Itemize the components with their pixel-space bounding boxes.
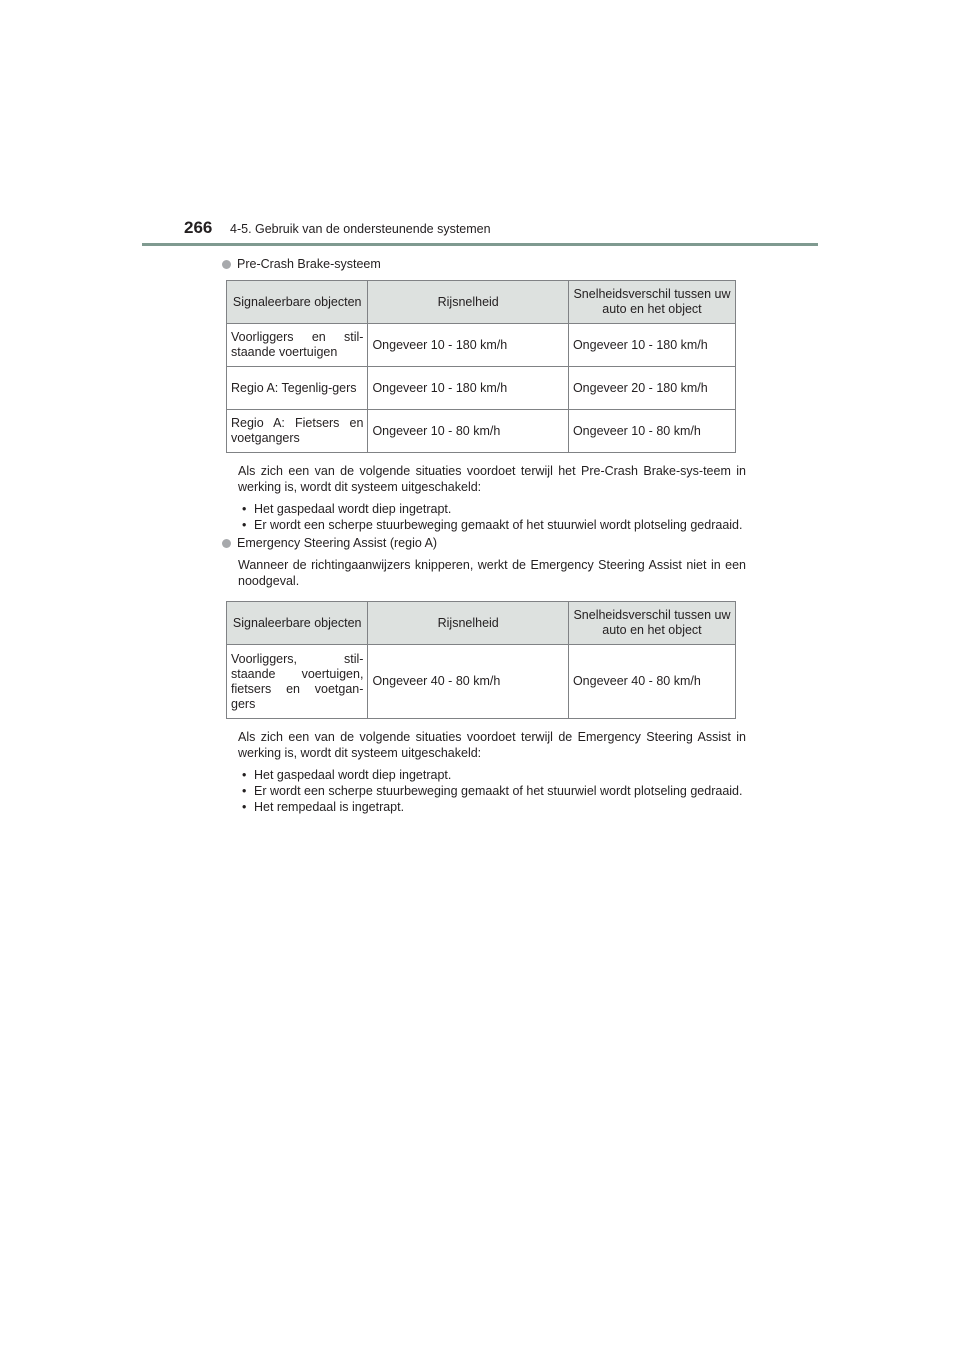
table-wrapper — [222, 601, 746, 719]
pre-crash-list — [238, 501, 746, 533]
bullet-char: • — [242, 502, 247, 516]
pre-crash-note: Als zich een van de volgende situaties voordoet terwijl het Pre-Crash Brake-sys-teem in werking is, wordt dit systeem uitgeschakeld: — [238, 464, 746, 494]
table-cell: Voorliggers, stil-staande voertuigen, fietsers en voetgan-gers — [227, 645, 368, 719]
list-item — [238, 517, 746, 533]
table-cell: Ongeveer 40 - 80 km/h — [368, 645, 569, 719]
table-row — [227, 645, 736, 719]
list-item — [238, 501, 746, 517]
table-cell: Ongeveer 10 - 80 km/h — [568, 410, 735, 453]
list-item-text: Het gaspedaal wordt diep ingetrapt. — [254, 502, 452, 516]
bullet-char: • — [242, 768, 247, 782]
table-cell: Ongeveer 20 - 180 km/h — [568, 367, 735, 410]
page-number: 266 — [184, 218, 213, 237]
table-row — [227, 410, 736, 453]
table-row — [227, 367, 736, 410]
heading-text: Emergency Steering Assist (regio A) — [237, 536, 438, 550]
list-item-text: Het rempedaal is ingetrapt. — [254, 800, 405, 814]
table-row — [227, 324, 736, 367]
bullet-char: • — [242, 518, 247, 532]
bullet-char: • — [242, 800, 247, 814]
list-item — [238, 767, 746, 783]
list-item-text: Het gaspedaal wordt diep ingetrapt. — [254, 768, 452, 782]
page-content — [222, 256, 746, 815]
bullet-dot-icon — [222, 539, 231, 548]
section-heading-steering-assist — [222, 535, 746, 551]
list-item — [238, 799, 746, 815]
bullet-dot-icon — [222, 260, 231, 269]
table-cell: Voorliggers en stil-staande voertuigen — [227, 324, 368, 367]
table-header-speed-diff: Snelheidsverschil tussen uw auto en het object — [568, 602, 735, 645]
steering-assist-table — [226, 601, 736, 719]
header-rule — [142, 243, 818, 246]
section-title: 4-5. Gebruik van de ondersteunende systemen — [230, 222, 491, 236]
steering-note-block — [238, 729, 746, 815]
heading-text: Pre-Crash Brake-systeem — [237, 257, 381, 271]
table-header-speed: Rijsnelheid — [368, 281, 569, 324]
table-header-speed-diff: Snelheidsverschil tussen uw auto en het object — [568, 281, 735, 324]
table-cell: Ongeveer 10 - 180 km/h — [368, 324, 569, 367]
table-header-objects: Signaleerbare objecten — [227, 602, 368, 645]
steering-list — [238, 767, 746, 815]
table-cell: Ongeveer 10 - 80 km/h — [368, 410, 569, 453]
table-header-row — [227, 602, 736, 645]
table-cell: Ongeveer 10 - 180 km/h — [368, 367, 569, 410]
pre-crash-note-block — [238, 463, 746, 533]
table-header-row — [227, 281, 736, 324]
section-heading-pre-crash — [222, 256, 746, 272]
list-item — [238, 783, 746, 799]
list-item-text: Er wordt een scherpe stuurbeweging gemaakt of het stuurwiel wordt plotseling gedraaid. — [254, 518, 743, 532]
table-cell: Ongeveer 10 - 180 km/h — [568, 324, 735, 367]
steering-intro-block — [238, 557, 746, 589]
bullet-char: • — [242, 784, 247, 798]
list-item-text: Er wordt een scherpe stuurbeweging gemaakt of het stuurwiel wordt plotseling gedraaid. — [254, 784, 743, 798]
table-wrapper — [222, 280, 746, 453]
table-header-speed: Rijsnelheid — [368, 602, 569, 645]
table-cell: Ongeveer 40 - 80 km/h — [568, 645, 735, 719]
table-cell: Regio A: Fietsers en voetgangers — [227, 410, 368, 453]
steering-note: Als zich een van de volgende situaties voordoet terwijl de Emergency Steering Assist in werking is, wordt dit systeem uitgeschakeld: — [238, 730, 746, 760]
table-cell: Regio A: Tegenlig-gers — [227, 367, 368, 410]
pre-crash-table — [226, 280, 736, 453]
steering-intro: Wanneer de richtingaanwijzers knipperen, werkt de Emergency Steering Assist niet in een noodgeval. — [238, 558, 746, 588]
table-header-objects: Signaleerbare objecten — [227, 281, 368, 324]
